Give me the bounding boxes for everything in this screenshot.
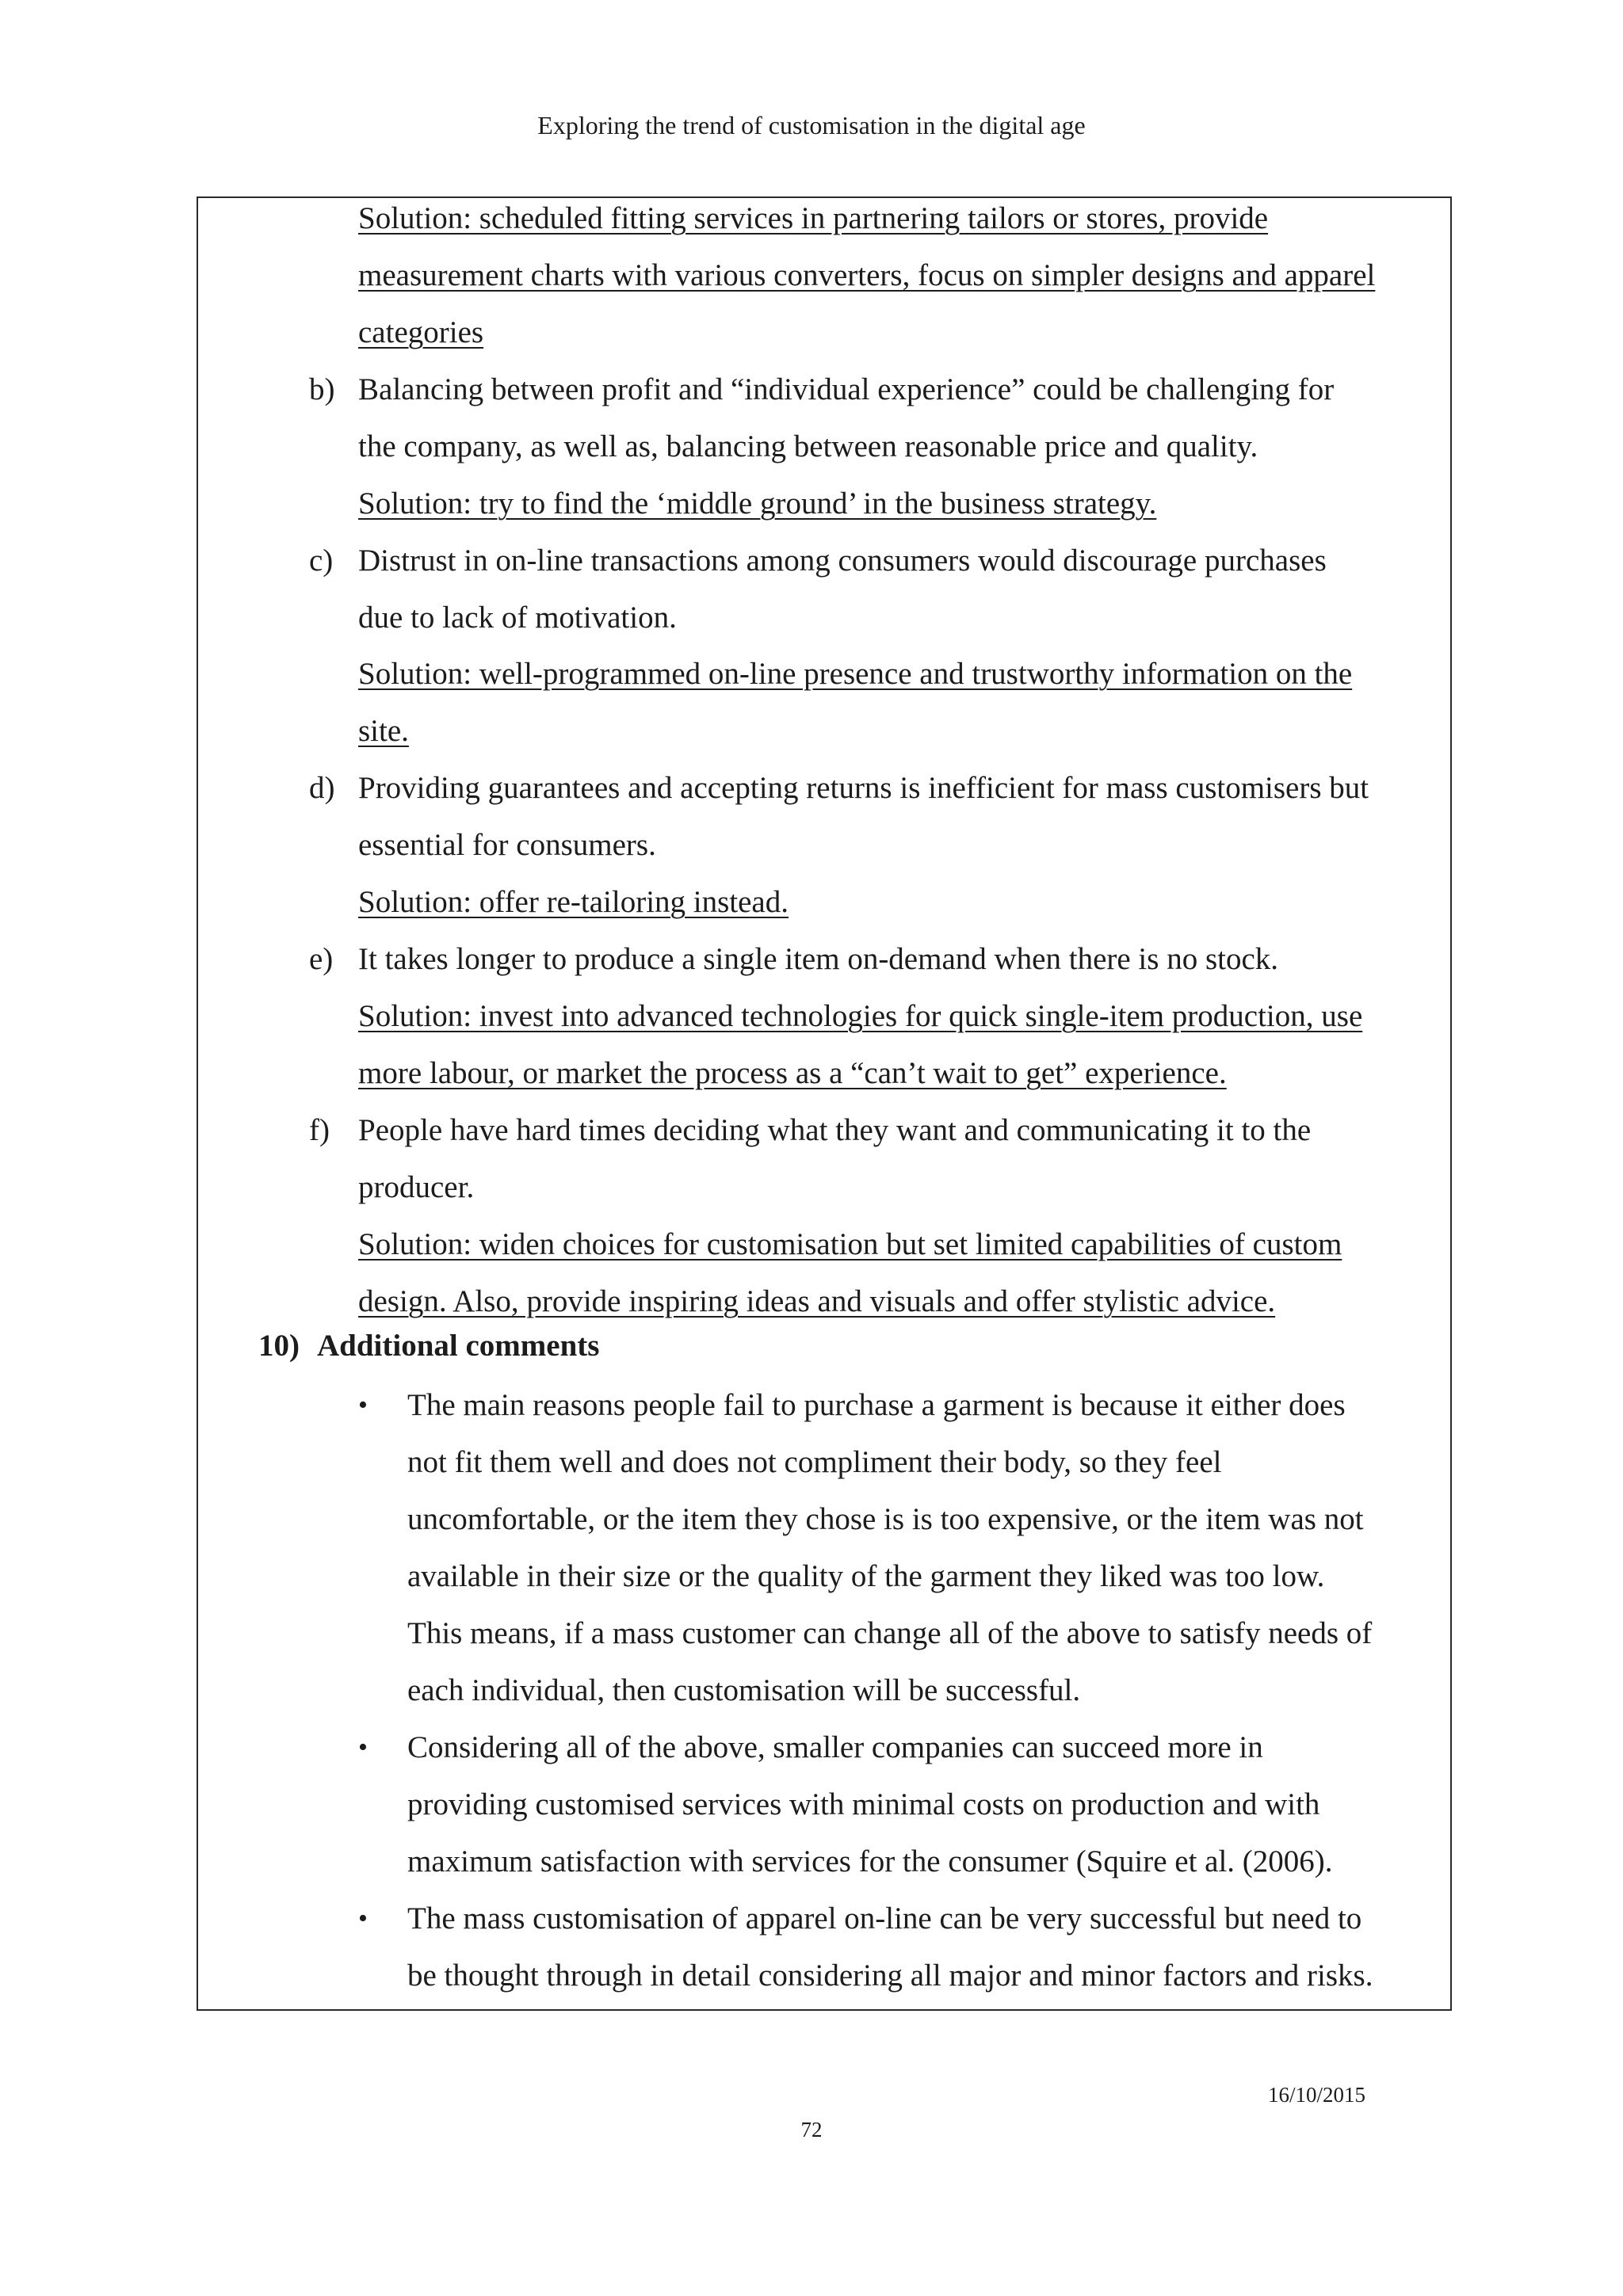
section-number: 10) xyxy=(258,1329,300,1363)
item-d-marker: d) xyxy=(309,771,335,805)
item-d-problem-line-1: Providing guarantees and accepting returns is inefficient for mass customisers but xyxy=(358,771,1369,805)
item-b-solution-line-1: Solution: try to find the ‘middle ground’ in the business strategy. xyxy=(358,486,1157,521)
bullet-1-line-4: available in their size or the quality of the garment they liked was too low. xyxy=(407,1559,1325,1593)
item-f-marker: f) xyxy=(309,1113,330,1147)
intro-solution-line-3: categories xyxy=(358,315,484,349)
intro-solution-line-2: measurement charts with various converters, focus on simpler designs and apparel xyxy=(358,258,1376,292)
bullet-icon-1: • xyxy=(358,1390,368,1420)
intro-solution-line-1: Solution: scheduled fitting services in partnering tailors or stores, provide xyxy=(358,201,1269,235)
item-e-solution-line-1: Solution: invest into advanced technologies for quick single-item production, use xyxy=(358,999,1363,1033)
item-c-solution-line-2: site. xyxy=(358,714,409,748)
item-d-solution-line-1: Solution: offer re-tailoring instead. xyxy=(358,885,789,919)
bullet-icon-3: • xyxy=(358,1904,368,1933)
bullet-2-line-3: maximum satisfaction with services for the consumer (Squire et al. (2006). xyxy=(407,1844,1333,1878)
footer-date: 16/10/2015 xyxy=(1268,2083,1366,2107)
item-b-problem-line-1: Balancing between profit and “individual experience” could be challenging for xyxy=(358,372,1335,406)
item-b-marker: b) xyxy=(309,372,335,406)
bullet-1-line-6: each individual, then customisation will be successful. xyxy=(407,1673,1081,1707)
item-d-problem-line-2: essential for consumers. xyxy=(358,828,656,862)
section-heading: Additional comments xyxy=(317,1329,600,1363)
bullet-1-line-1: The main reasons people fail to purchase a garment is because it either does xyxy=(407,1388,1346,1422)
item-e-marker: e) xyxy=(309,942,334,976)
item-f-problem-line-2: producer. xyxy=(358,1170,475,1204)
bullet-1-line-3: uncomfortable, or the item they chose is is too expensive, or the item was not xyxy=(407,1502,1364,1536)
bullet-1-line-2: not fit them well and does not compliment their body, so they feel xyxy=(407,1445,1222,1479)
item-f-problem-line-1: People have hard times deciding what they want and communicating it to the xyxy=(358,1113,1312,1147)
item-b-problem-line-2: the company, as well as, balancing between reasonable price and quality. xyxy=(358,429,1258,463)
bullet-icon-2: • xyxy=(358,1733,368,1762)
item-e-problem-line-1: It takes longer to produce a single item on-demand when there is no stock. xyxy=(358,942,1279,976)
bullet-3-line-2: be thought through in detail considering all major and minor factors and risks. xyxy=(407,1958,1373,1993)
item-e-solution-line-2: more labour, or market the process as a “can’t wait to get” experience. xyxy=(358,1056,1227,1090)
item-c-solution-line-1: Solution: well-programmed on-line presence and trustworthy information on the xyxy=(358,657,1353,691)
item-f-solution-line-2: design. Also, provide inspiring ideas and visuals and offer stylistic advice. xyxy=(358,1284,1276,1318)
bullet-2-line-1: Considering all of the above, smaller companies can succeed more in xyxy=(407,1730,1263,1764)
item-c-problem-line-1: Distrust in on-line transactions among consumers would discourage purchases xyxy=(358,543,1327,578)
running-header: Exploring the trend of customisation in the digital age xyxy=(537,111,1086,139)
item-c-problem-line-2: due to lack of motivation. xyxy=(358,601,677,635)
bullet-3-line-1: The mass customisation of apparel on-line can be very successful but need to xyxy=(407,1901,1362,1936)
bullet-1-line-5: This means, if a mass customer can change all of the above to satisfy needs of xyxy=(407,1616,1373,1650)
bullet-2-line-2: providing customised services with minimal costs on production and with xyxy=(407,1787,1320,1821)
item-c-marker: c) xyxy=(309,543,334,578)
page-number: 72 xyxy=(800,2118,823,2142)
item-f-solution-line-1: Solution: widen choices for customisation but set limited capabilities of custom xyxy=(358,1227,1342,1261)
